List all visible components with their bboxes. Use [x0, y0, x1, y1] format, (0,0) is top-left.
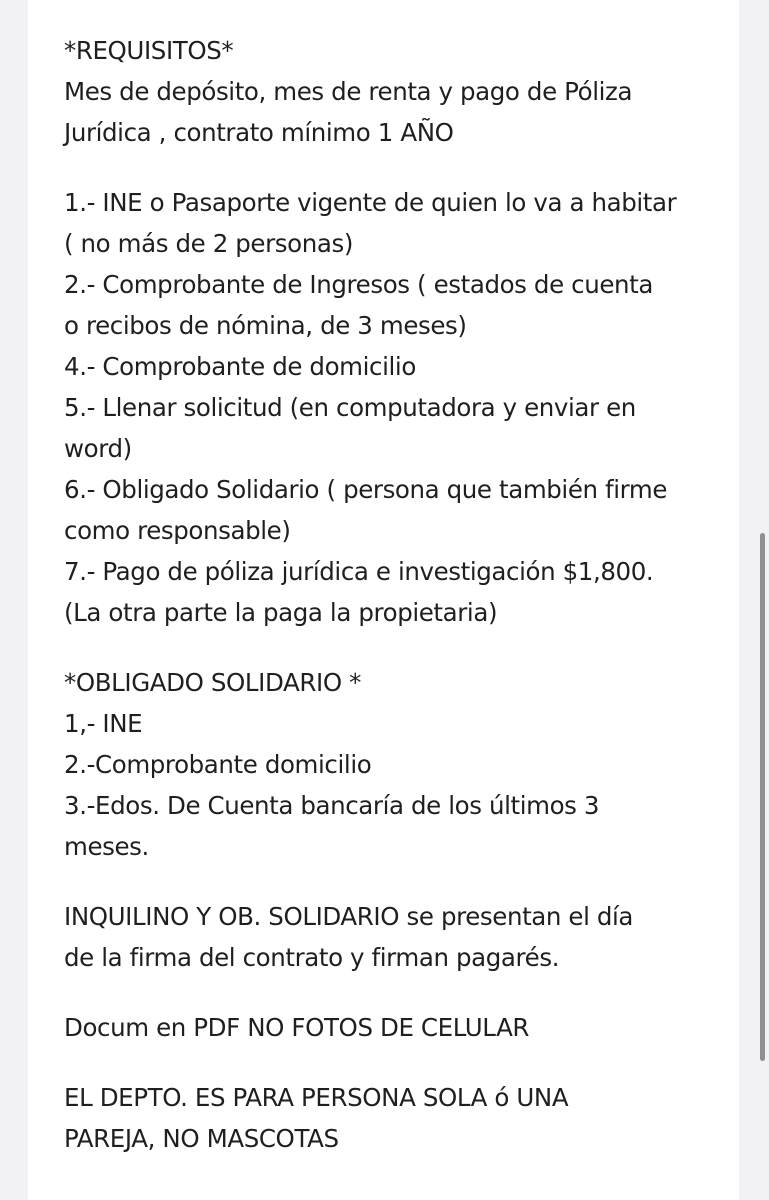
requirement-item: 2.- Comprobante de Ingresos ( estados de cuenta [64, 270, 653, 299]
requirement-item: (La otra parte la paga la propietaria) [64, 598, 498, 627]
obligado-solidario-heading: *OBLIGADO SOLIDARIO * [64, 668, 361, 697]
requirement-item: o recibos de nómina, de 3 meses) [64, 311, 467, 340]
text-line: Docum en PDF NO FOTOS DE CELULAR [64, 1013, 530, 1042]
obligado-item: 3.-Edos. De Cuenta bancaría de los últimos 3 [64, 791, 600, 820]
requirement-item: 7.- Pago de póliza jurídica e investigación $1,800. [64, 557, 654, 586]
obligado-item: 1,- INE [64, 709, 143, 738]
text-line: Mes de depósito, mes de renta y pago de Póliza [64, 77, 633, 106]
text-line: PAREJA, NO MASCOTAS [64, 1124, 339, 1153]
vertical-scrollbar[interactable] [760, 533, 765, 1061]
text-line: INQUILINO Y OB. SOLIDARIO se presentan el día [64, 902, 634, 931]
message-panel [28, 0, 739, 1200]
obligado-item: 2.-Comprobante domicilio [64, 750, 372, 779]
requisitos-heading: *REQUISITOS* [64, 36, 234, 65]
requirement-item: 1.- INE o Pasaporte vigente de quien lo va a habitar [64, 188, 677, 217]
requirement-item: word) [64, 434, 132, 463]
paragraph-gap [64, 633, 724, 662]
requirement-item: 6.- Obligado Solidario ( persona que también firme [64, 475, 668, 504]
paragraph-gap [64, 867, 724, 896]
text-line: de la firma del contrato y firman pagarés. [64, 943, 560, 972]
text-line: EL DEPTO. ES PARA PERSONA SOLA ó UNA [64, 1083, 569, 1112]
paragraph-gap [64, 1048, 724, 1077]
text-line: Jurídica , contrato mínimo 1 AÑO [64, 118, 454, 147]
requirements-text [64, 30, 724, 1159]
requirement-item: ( no más de 2 personas) [64, 229, 353, 258]
obligado-item: meses. [64, 832, 149, 861]
paragraph-gap [64, 153, 724, 182]
requirement-item: 5.- Llenar solicitud (en computadora y enviar en [64, 393, 636, 422]
requirement-item: como responsable) [64, 516, 291, 545]
paragraph-gap [64, 978, 724, 1007]
requirement-item: 4.- Comprobante de domicilio [64, 352, 416, 381]
